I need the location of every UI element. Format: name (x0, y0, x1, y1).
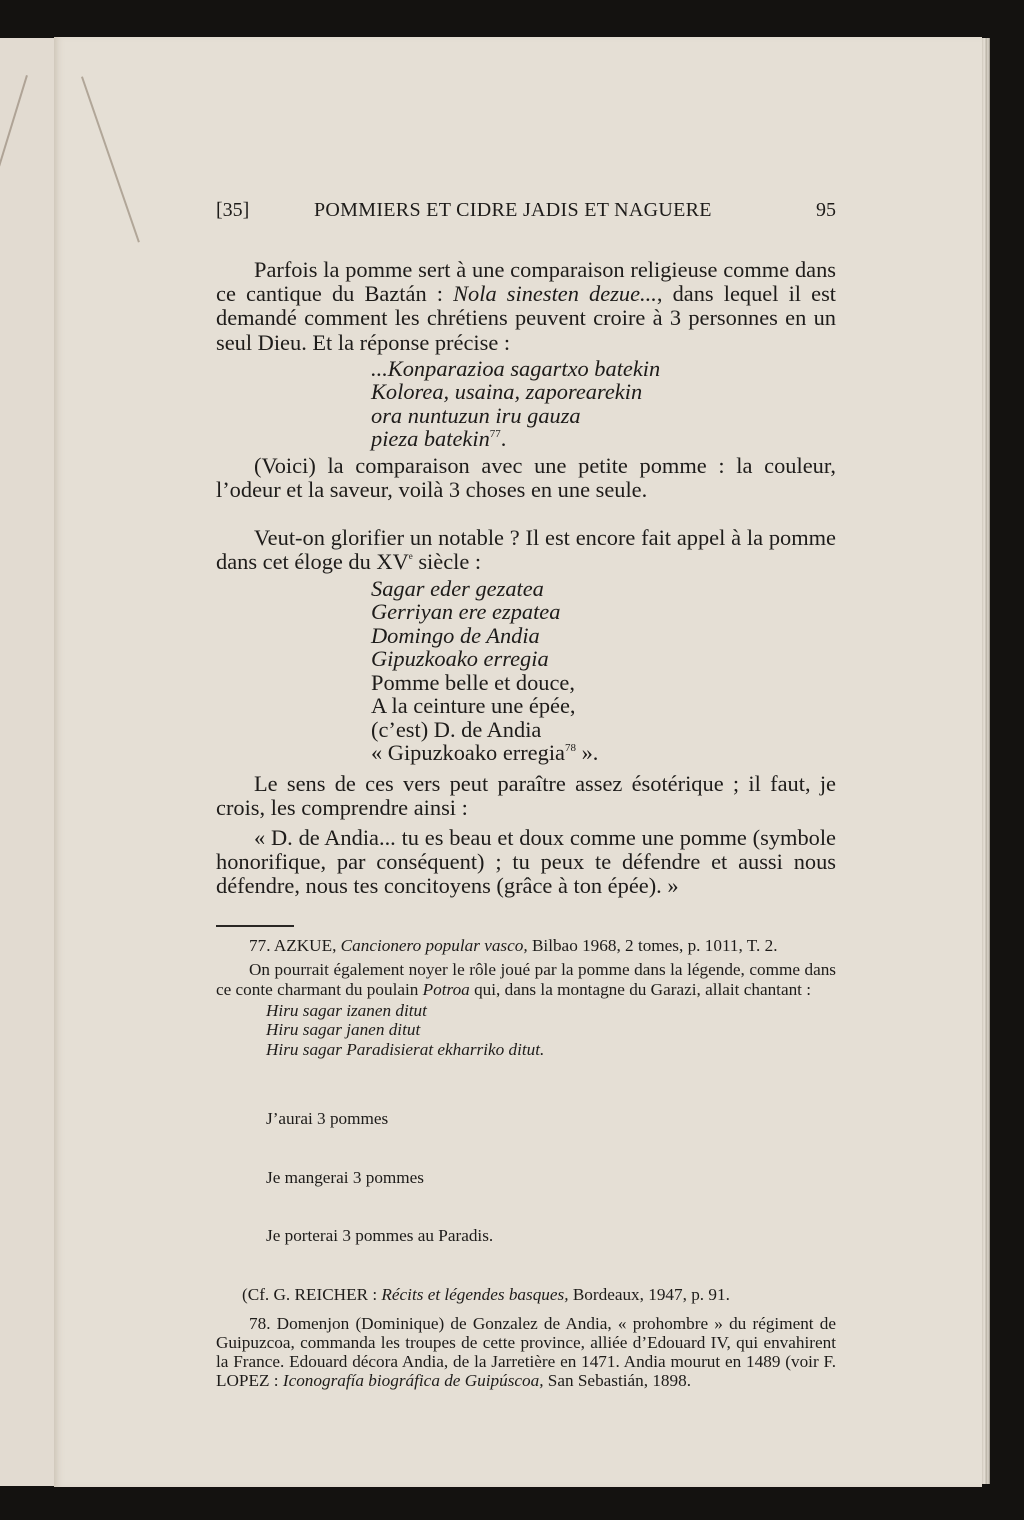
fn77-p2-italic: Potroa (422, 979, 470, 999)
fn77-title: Cancionero popular vasco, (340, 936, 528, 955)
verse-end-punct: . (500, 426, 507, 452)
p1-text: Parfois la pomme sert à une comparaison religieuse comme dans ce cantique du Baztán : (216, 257, 836, 307)
paragraph-4: Le sens de ces vers peut paraître assez ésotérique ; il faut, je crois, les comprendre ainsi : (216, 770, 836, 820)
verse-line-basque: Gerriyan ere ezpatea (371, 599, 561, 625)
stain-mark (81, 76, 140, 242)
footnote-verse-french (266, 1070, 836, 1286)
fn-verse-line: Je porterai 3 pommes au Paradis. (266, 1226, 494, 1246)
footnote-77 (216, 936, 836, 955)
paragraph-5: « D. de Andia... tu es beau et doux comme une pomme (symbole honorifique, par conséquent) ; tu peux te défendre et aussi nous défendre, nous tes concitoyens (grâce à ton épée). » (216, 825, 836, 899)
footnote-ref-78[interactable]: 78 (564, 742, 576, 755)
fn78-title: Iconografía biográfica de Guipúscoa, (282, 1371, 544, 1391)
p3-text-end: siècle : (412, 549, 482, 575)
verse-line: Kolorea, usaina, zaporearekin (371, 379, 643, 405)
paragraph-1 (216, 258, 836, 355)
fn-verse-line: Hiru sagar janen ditut (266, 1020, 421, 1040)
footnotes (216, 936, 836, 1391)
page-stack-edge (982, 38, 990, 1484)
fn77-p2-text-end: qui, dans la montagne du Garazi, allait chantant : (469, 979, 812, 999)
paragraph-2: (Voici) la comparaison avec une petite pomme : la couleur, l’odeur et la saveur, voilà 3 choses en une seule. (216, 452, 836, 503)
verse-eulogy (371, 577, 836, 765)
fn-verse-line: J’aurai 3 pommes (266, 1108, 389, 1128)
footnote-separator (216, 925, 294, 927)
fn-verse-line: Hiru sagar izanen ditut (266, 1000, 427, 1020)
cite-title: Récits et légendes basques, (381, 1285, 569, 1305)
footnote-77-continued (216, 960, 836, 999)
running-title: POMMIERS ET CIDRE JADIS ET NAGUERE (314, 199, 712, 221)
fn-verse-line: Hiru sagar Paradisierat ekharriko ditut. (266, 1040, 545, 1060)
verse-line-basque: Gipuzkoako erregia (371, 646, 549, 672)
verse-hymn (371, 357, 836, 451)
verse-line-french: (c’est) D. de Andia (371, 716, 542, 742)
fn77-text: 77. AZKUE, (249, 936, 341, 955)
cite-text-end: Bordeaux, 1947, p. 91. (568, 1285, 730, 1305)
fn77-p2-text: On pourrait également noyer le rôle joué par la pomme dans la légende, comme dans ce conte charmant du poulain (216, 960, 836, 999)
verse-line-french: « Gipuzkoako erregia (371, 740, 565, 766)
footnote-77-citation (216, 1285, 836, 1304)
cite-text: (Cf. G. REICHER : (242, 1285, 382, 1305)
verse-line-french: A la ceinture une épée, (371, 693, 576, 719)
footnote-ref-77[interactable]: 77 (489, 428, 501, 441)
running-header (216, 199, 836, 227)
verse-line-french: Pomme belle et douce, (371, 669, 575, 695)
century-superscript: e (408, 551, 413, 562)
page-number: 95 (816, 199, 836, 221)
fn77-text-end: Bilbao 1968, 2 tomes, p. 1011, T. 2. (527, 936, 778, 955)
fn78-text-end: San Sebastián, 1898. (543, 1371, 692, 1391)
facing-page-edge (0, 38, 55, 1486)
main-text (216, 258, 836, 899)
footnote-78 (216, 1314, 836, 1391)
verse-end-punct: ». (575, 740, 599, 766)
paragraph-3 (216, 526, 836, 574)
hymn-title: Nola sinesten dezue... (453, 281, 657, 307)
fn-verse-line: Je mangerai 3 pommes (266, 1167, 424, 1187)
section-number: [35] (216, 199, 250, 221)
p3-text: Veut-on glorifier un notable ? Il est encore fait appel à la pomme dans cet éloge du XV (216, 525, 836, 575)
fn78-text: 78. Domenjon (Dominique) de Gonzalez de Andia, « prohombre » du régiment de Guipuzcoa, commanda les troupes de cette province, alliée d’Edouard IV, qui envahirent la France. Edouard décora Andia, de la Jarretière en 1471. Andia mourut en 1489 (voir F. LOPEZ : (216, 1313, 836, 1391)
footnote-verse-basque (266, 1001, 836, 1060)
verse-line-basque: Sagar eder gezatea (371, 575, 544, 601)
verse-line: ...Konparazioa sagartxo batekin (371, 355, 661, 381)
verse-line-basque: Domingo de Andia (371, 622, 540, 648)
verse-line: pieza batekin (371, 426, 490, 452)
verse-line: ora nuntuzun iru gauza (371, 402, 581, 428)
p1-text-end: , dans lequel il est demandé comment les chrétiens peuvent croire à 3 personnes en un seul Dieu. Et la réponse précise : (216, 281, 837, 355)
